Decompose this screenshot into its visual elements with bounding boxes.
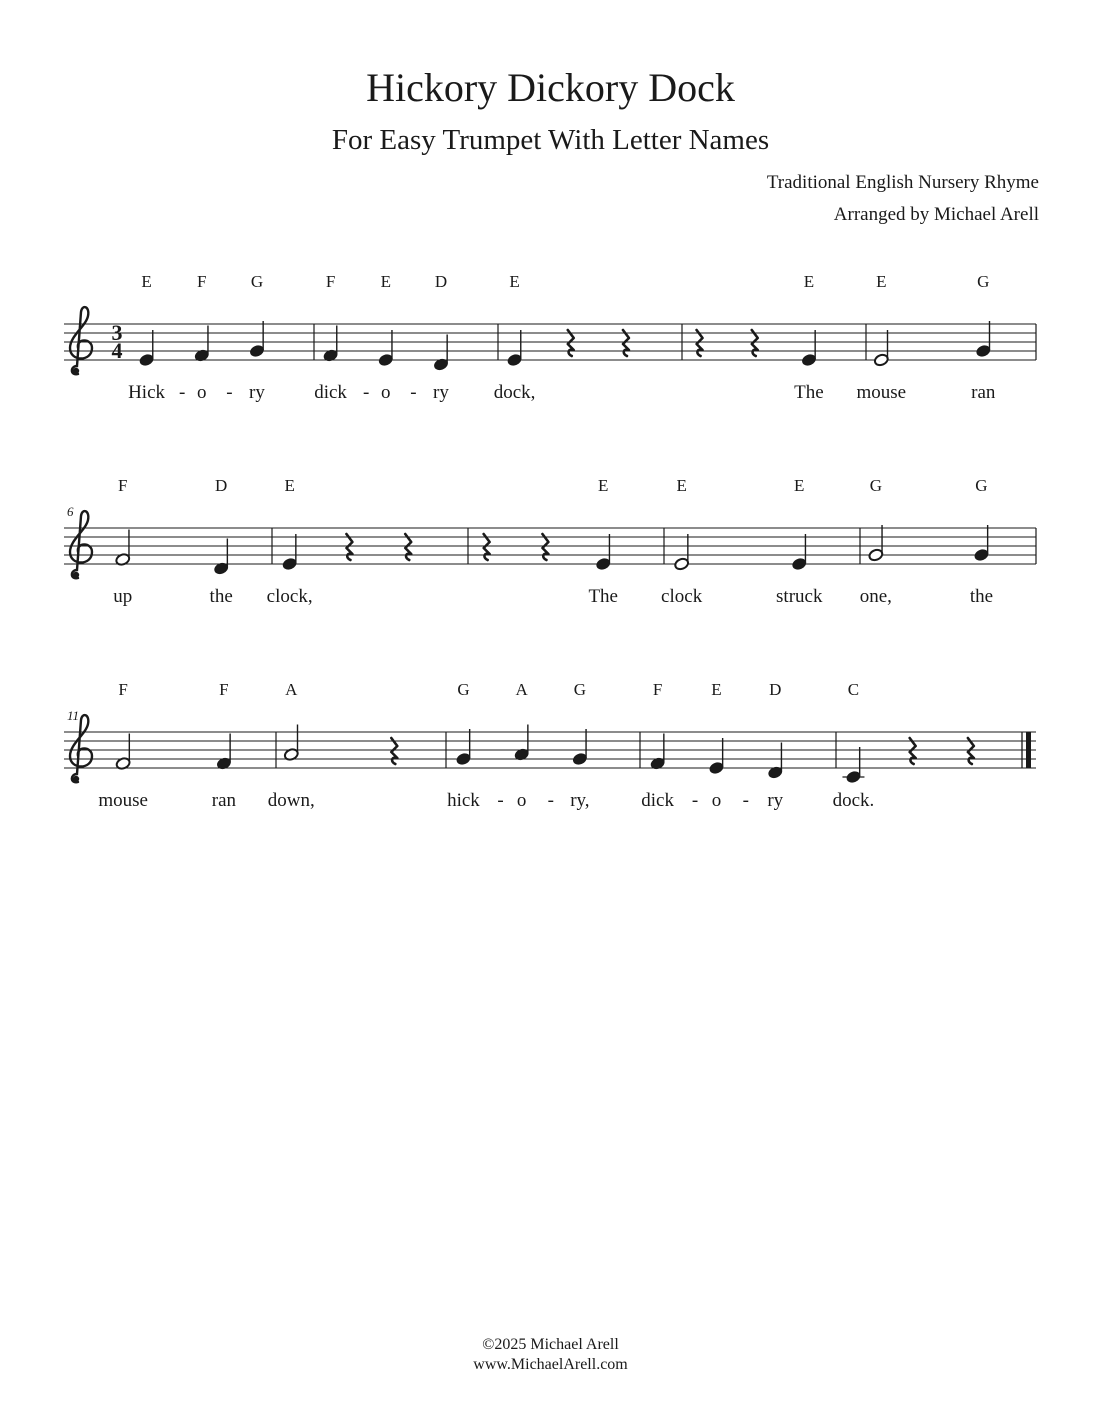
quarter-rest-icon (910, 738, 916, 764)
lyric-syllable: ran (971, 382, 996, 403)
lyric-syllable: ry, (570, 790, 590, 811)
lyric-syllable: ry (767, 790, 784, 811)
treble-clef-icon (70, 307, 92, 374)
lyric-syllable: up (113, 586, 133, 607)
lyric-syllable: ran (211, 790, 237, 811)
lyric-syllable: The (588, 586, 619, 607)
time-signature-top: 3 (111, 320, 123, 345)
composer-credit: Traditional English Nursery Rhyme (766, 172, 1039, 193)
lyric-hyphen: - (742, 790, 750, 811)
lyric-syllable: mouse (856, 382, 907, 403)
note-letter-label: A (515, 680, 528, 699)
quarter-rest-icon (697, 330, 703, 356)
lyric-syllable: clock, (266, 586, 313, 607)
note-letter-label: A (285, 680, 298, 699)
treble-clef-icon (70, 715, 92, 782)
quarter-rest-icon (623, 330, 629, 356)
note-letter-label: G (869, 476, 882, 495)
time-signature-bottom: 4 (111, 338, 123, 363)
lyric-hyphen: - (410, 382, 417, 403)
quarter-rest-icon (568, 330, 574, 356)
lyric-syllable: clock (661, 586, 703, 607)
lyric-syllable: dick (314, 382, 347, 403)
note-letter-label: G (457, 680, 470, 699)
lyric-syllable: hick (447, 790, 480, 811)
lyric-syllable: dock. (832, 790, 875, 811)
lyric-syllable: ry (249, 382, 265, 403)
lyric-syllable: ry (433, 382, 449, 403)
website-link: www.MichaelArell.com (473, 1356, 628, 1373)
note-letter-label: E (141, 272, 152, 291)
note-letter-label: F (197, 272, 207, 291)
note-letter-label: E (598, 476, 609, 495)
note-letter-label: G (250, 272, 264, 291)
lyric-hyphen: - (226, 382, 233, 403)
lyric-syllable: the (969, 586, 994, 607)
note-letter-label: E (711, 680, 722, 699)
note-letter-label: C (847, 680, 860, 699)
quarter-rest-icon (346, 534, 352, 560)
note-letter-label: G (977, 272, 990, 291)
arranger-credit: Arranged by Michael Arell (833, 204, 1039, 225)
lyric-hyphen: - (691, 790, 699, 811)
lyric-syllable: mouse (98, 790, 148, 811)
lyric-syllable: struck (776, 586, 823, 607)
lyric-syllable: o (381, 382, 391, 403)
quarter-rest-icon (752, 330, 758, 356)
quarter-rest-icon (484, 534, 490, 560)
page-title: Hickory Dickory Dock (366, 65, 735, 110)
note-letter-label: D (769, 680, 782, 699)
note-letter-label: F (118, 680, 128, 699)
note-letter-label: E (876, 272, 887, 291)
lyric-hyphen: - (178, 382, 186, 403)
note-letter-label: F (652, 680, 663, 699)
note-letter-label: E (803, 272, 815, 291)
lyric-syllable: The (794, 382, 824, 403)
copyright-notice: ©2025 Michael Arell (482, 1336, 619, 1353)
note-letter-label: E (794, 476, 805, 495)
lyric-syllable: one, (859, 586, 892, 607)
note-letter-label: D (215, 476, 228, 495)
note-letter-label: D (434, 272, 448, 291)
note-letter-label: F (325, 272, 336, 291)
lyric-syllable: dock, (493, 382, 536, 403)
lyric-hyphen: - (362, 382, 370, 403)
lyric-syllable: down, (267, 790, 315, 811)
note-letter-label: E (676, 476, 687, 495)
lyric-syllable: o (711, 790, 722, 811)
final-barline-thick (1026, 732, 1031, 768)
quarter-rest-icon (968, 738, 974, 764)
lyric-syllable: Hick (128, 382, 166, 403)
note-letter-label: E (380, 272, 391, 291)
treble-clef-icon (70, 511, 92, 578)
lyric-syllable: o (516, 790, 527, 811)
lyric-syllable: dick (641, 790, 674, 811)
quarter-rest-icon (391, 738, 397, 764)
note-letter-label: E (284, 476, 295, 495)
lyric-syllable: o (197, 382, 207, 403)
quarter-rest-icon (542, 534, 548, 560)
note-letter-label: F (118, 476, 128, 495)
quarter-rest-icon (405, 534, 411, 560)
measure-number: 11 (67, 708, 80, 723)
page-subtitle: For Easy Trumpet With Letter Names (331, 124, 770, 156)
lyric-syllable: the (209, 586, 233, 607)
note-letter-label: G (975, 476, 988, 495)
lyric-hyphen: - (497, 790, 504, 811)
note-letter-label: F (219, 680, 229, 699)
note-letter-label: E (509, 272, 520, 291)
note-letter-label: G (573, 680, 587, 699)
lyric-hyphen: - (547, 790, 554, 811)
measure-number: 6 (67, 504, 74, 519)
